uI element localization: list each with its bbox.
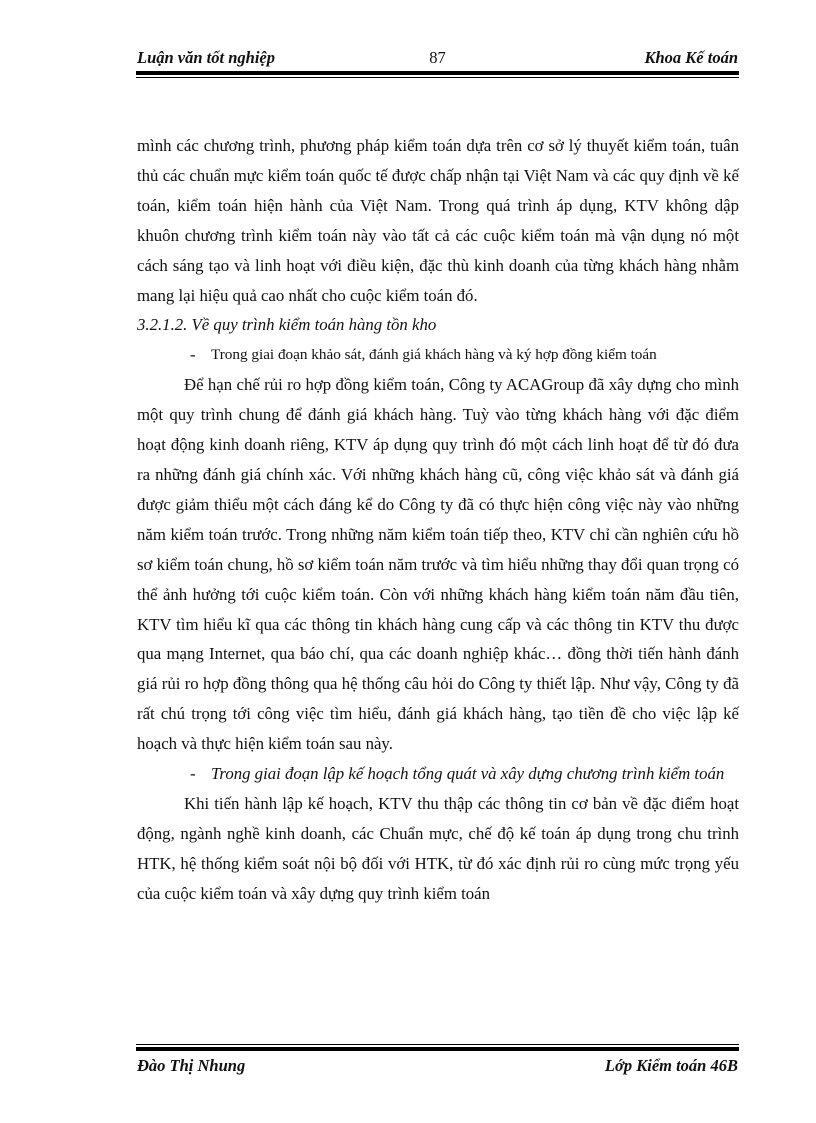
header-rule-thick xyxy=(136,71,739,75)
footer-rule-thick xyxy=(136,1047,739,1051)
bullet-item-1 xyxy=(137,340,739,370)
page-header xyxy=(137,48,738,70)
paragraph-2: Để hạn chế rủi ro hợp đồng kiểm toán, Công ty ACAGroup đã xây dựng cho mình một quy trình chung để đánh giá khách hàng. Tuỳ vào từng khách hàng với đặc điểm hoạt động kinh doanh riêng, KTV áp dụng quy trình đó một cách linh hoạt để từ đó đưa ra những đánh giá chính xác. Với những khách hàng cũ, công việc khảo sát và đánh giá được giảm thiểu một cách đáng kể do Công ty đã có thực hiện công việc này vào những năm kiểm toán trước. Trong những năm kiểm toán tiếp theo, KTV chỉ cần nghiên cứu hồ sơ kiểm toán chung, hồ sơ kiểm toán năm trước và tìm hiểu những thay đổi quan trọng có thể ảnh hưởng tới cuộc kiểm toán. Còn với những khách hàng kiểm toán năm đầu tiên, KTV tìm hiểu kĩ qua các thông tin khách hàng cung cấp và các thông tin KTV thu được qua mạng Internet, qua báo chí, qua các doanh nghiệp khác… đồng thời tiến hành đánh giá rủi ro hợp đồng thông qua hệ thống câu hỏi do Công ty thiết lập. Như vậy, Công ty đã rất chú trọng tới công việc tìm hiểu, đánh giá khách hàng, tạo tiền đề cho việc lập kế hoạch và thực hiện kiểm toán sau này. xyxy=(137,375,739,754)
header-faculty: Khoa Kế toán xyxy=(644,48,738,67)
footer-author: Đào Thị Nhung xyxy=(137,1056,246,1075)
bullet-text-1: Trong giai đoạn khảo sát, đánh giá khách hàng và ký hợp đồng kiểm toán xyxy=(211,346,657,364)
paragraph-1: mình các chương trình, phương pháp kiểm toán dựa trên cơ sở lý thuyết kiểm toán, tuân thủ các chuẩn mực kiểm toán quốc tế được chấp nhận tại Việt Nam và các quy định về kế toán, kiểm toán hiện hành của Việt Nam. Trong quá trình áp dụng, KTV không dập khuôn chương trình kiểm toán này vào tất cả các cuộc kiểm toán mà vận dụng nó một cách sáng tạo và linh hoạt với điều kiện, đặc thù kinh doanh của từng khách hàng nhằm mang lại hiệu quả cao nhất cho cuộc kiểm toán đó. xyxy=(137,136,739,305)
header-rule-thin xyxy=(136,77,739,78)
page-number: 87 xyxy=(429,48,446,67)
bullet-dash: - xyxy=(190,764,196,784)
paragraph-3: Khi tiến hành lập kế hoạch, KTV thu thập các thông tin cơ bản về đặc điểm hoạt động, ngành nghề kinh doanh, các Chuẩn mực, chế độ kế toán áp dụng trong chu trình HTK, hệ thống kiểm soát nội bộ đối với HTK, từ đó xác định rủi ro cùng mức trọng yếu của cuộc kiểm toán và xây dựng quy trình kiểm toán xyxy=(137,793,739,903)
page-footer xyxy=(137,1056,738,1078)
bullet-item-2 xyxy=(137,759,739,789)
subheading: 3.2.1.2. Về quy trình kiểm toán hàng tồn kho xyxy=(137,315,437,335)
footer-class: Lớp Kiểm toán 46B xyxy=(604,1056,738,1075)
bullet-text-2: Trong giai đoạn lập kế hoạch tổng quát và xây dựng chương trình kiểm toán xyxy=(211,764,725,784)
body-text xyxy=(137,131,739,909)
header-thesis-title: Luận văn tốt nghiệp xyxy=(137,48,275,67)
bullet-dash: - xyxy=(190,345,196,365)
footer-rule-thin xyxy=(136,1044,739,1045)
